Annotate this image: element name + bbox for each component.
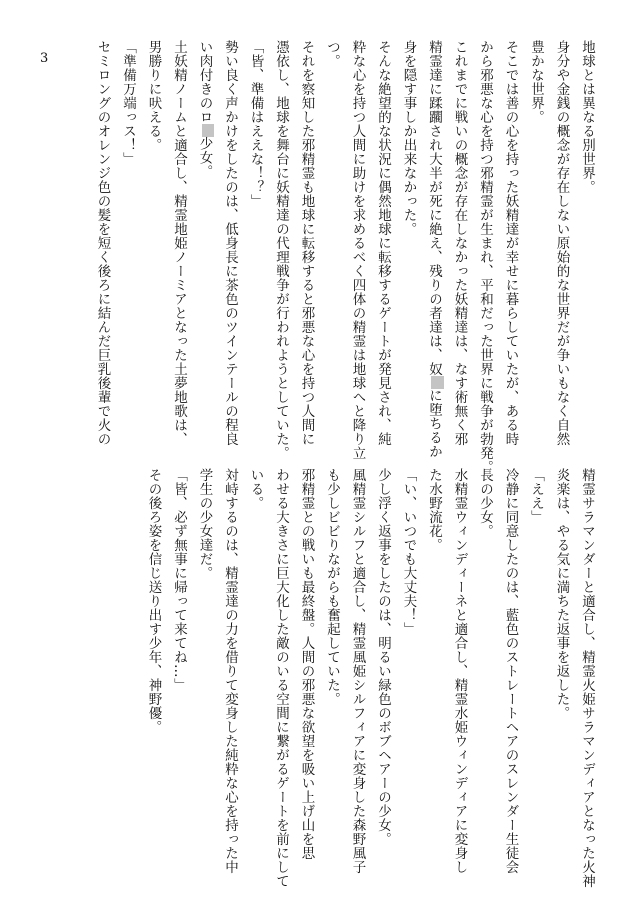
text-line: いる。 — [247, 468, 264, 510]
text-line: 冷静に同意したのは、藍色のストレートヘアのスレンダー生徒会 — [502, 468, 519, 874]
text-line: わせる大きさに巨大化した敵のいる空間に繋がるゲートを前にして — [273, 468, 289, 888]
text-line: つ。 — [324, 40, 340, 68]
text-line: から邪悪な心を持つ邪精霊が生まれ、平和だった世界に戦争が勃発。 — [477, 40, 493, 474]
text-line: 男勝りに吠える。 — [145, 40, 162, 152]
censor-mark — [431, 376, 444, 389]
text-line-censored — [191, 40, 217, 415]
text-line: 炎楽は、やる気に満ちた返事を返した。 — [553, 468, 570, 720]
text-line: その後ろ姿を信じ送り出す少年、神野優。 — [145, 468, 162, 734]
text-line: セミロングのオレンジ色の髪を短く後ろに結んだ巨乳後輩で火の — [94, 40, 111, 446]
text-line: これまでに戦いの概念が存在しなかった妖精達は、なす術無く邪 — [451, 40, 468, 446]
text-line: 豊かな世界。 — [528, 40, 544, 124]
text-line: そこでは善の心を持った妖精達が幸せに暮らしていたが、ある時 — [502, 40, 519, 446]
censor-mark — [202, 124, 215, 137]
text-line: 対峙するのは、精霊達の力を借りて変身した純粋な心を持った中 — [222, 468, 238, 874]
text-line: そんな絶望的な状況に偶然地球に転移するゲートが発見され、純 — [375, 40, 391, 446]
text-fragment: い肉付きのロ — [196, 40, 213, 124]
dialogue-line: 「ええ」 — [528, 468, 544, 524]
bottom-text-block — [145, 468, 599, 888]
text-line: 少し浮く返事をしたのは、明るい緑色のボブヘアーの少女。 — [375, 468, 391, 846]
text-line: 憑依し、地球を舞台に妖精達の代理戦争が行われようとしていた。 — [273, 40, 289, 460]
text-line: 身を隠す事しか出来なかった。 — [400, 40, 417, 236]
text-line: 学生の少女達だ。 — [196, 468, 213, 580]
page-number: 3 — [40, 51, 49, 66]
top-text-block — [29, 40, 599, 474]
text-line: 身分や金銭の概念が存在しない原始的な世界だが争いもなく自然 — [553, 40, 570, 446]
text-line: 長の少女。 — [477, 468, 493, 538]
dialogue-line: 「皆、準備はええな！？」 — [247, 40, 264, 208]
text-line: 風精霊シルフと適合し、精霊風姫シルフィアに変身した森野風子 — [349, 468, 366, 874]
text-line: 勢い良く声かけをしたのは、低身長に茶色のツインテールの程良 — [222, 40, 238, 446]
text-line: た水野流花。 — [426, 468, 442, 552]
text-line: 精霊サラマンダーと適合し、精霊火姫サラマンディアとなった火神 — [579, 468, 595, 888]
text-fragment: 精霊達に蹂躙され大半が死に絶え、残りの者達は、奴 — [426, 40, 442, 376]
dialogue-line: 「準備万端っス！」 — [120, 40, 136, 166]
text-line: 地球とは異なる別世界。 — [579, 40, 595, 194]
text-line: も少しビビりながらも奮起していた。 — [324, 468, 340, 706]
text-fragment: に堕ちるか — [426, 388, 442, 459]
text-line-censored — [421, 40, 447, 459]
dialogue-line: 「い、いつでも大丈夫！」 — [400, 468, 417, 636]
text-line: 邪精霊との戦いも最終盤。人間の邪悪な欲望を吸い上げ山を思 — [298, 468, 315, 860]
dialogue-line: 「皆、必ず無事に帰って来てね…」 — [171, 468, 187, 692]
text-line: それを察知した邪精霊も地球に転移すると邪悪な心を持つ人間に — [298, 40, 315, 446]
text-line: 土妖精ノームと適合し、精霊地姫ノーミアとなった土夢地歌は、 — [171, 40, 187, 446]
text-fragment: 少女。 — [196, 136, 213, 179]
text-line: 粋な心を持つ人間に助けを求めるべく四体の精霊は地球へと降り立 — [349, 40, 366, 460]
text-line: 水精霊ウィンディーネと適合し、精霊水姫ウィンディアに変身し — [451, 468, 468, 874]
